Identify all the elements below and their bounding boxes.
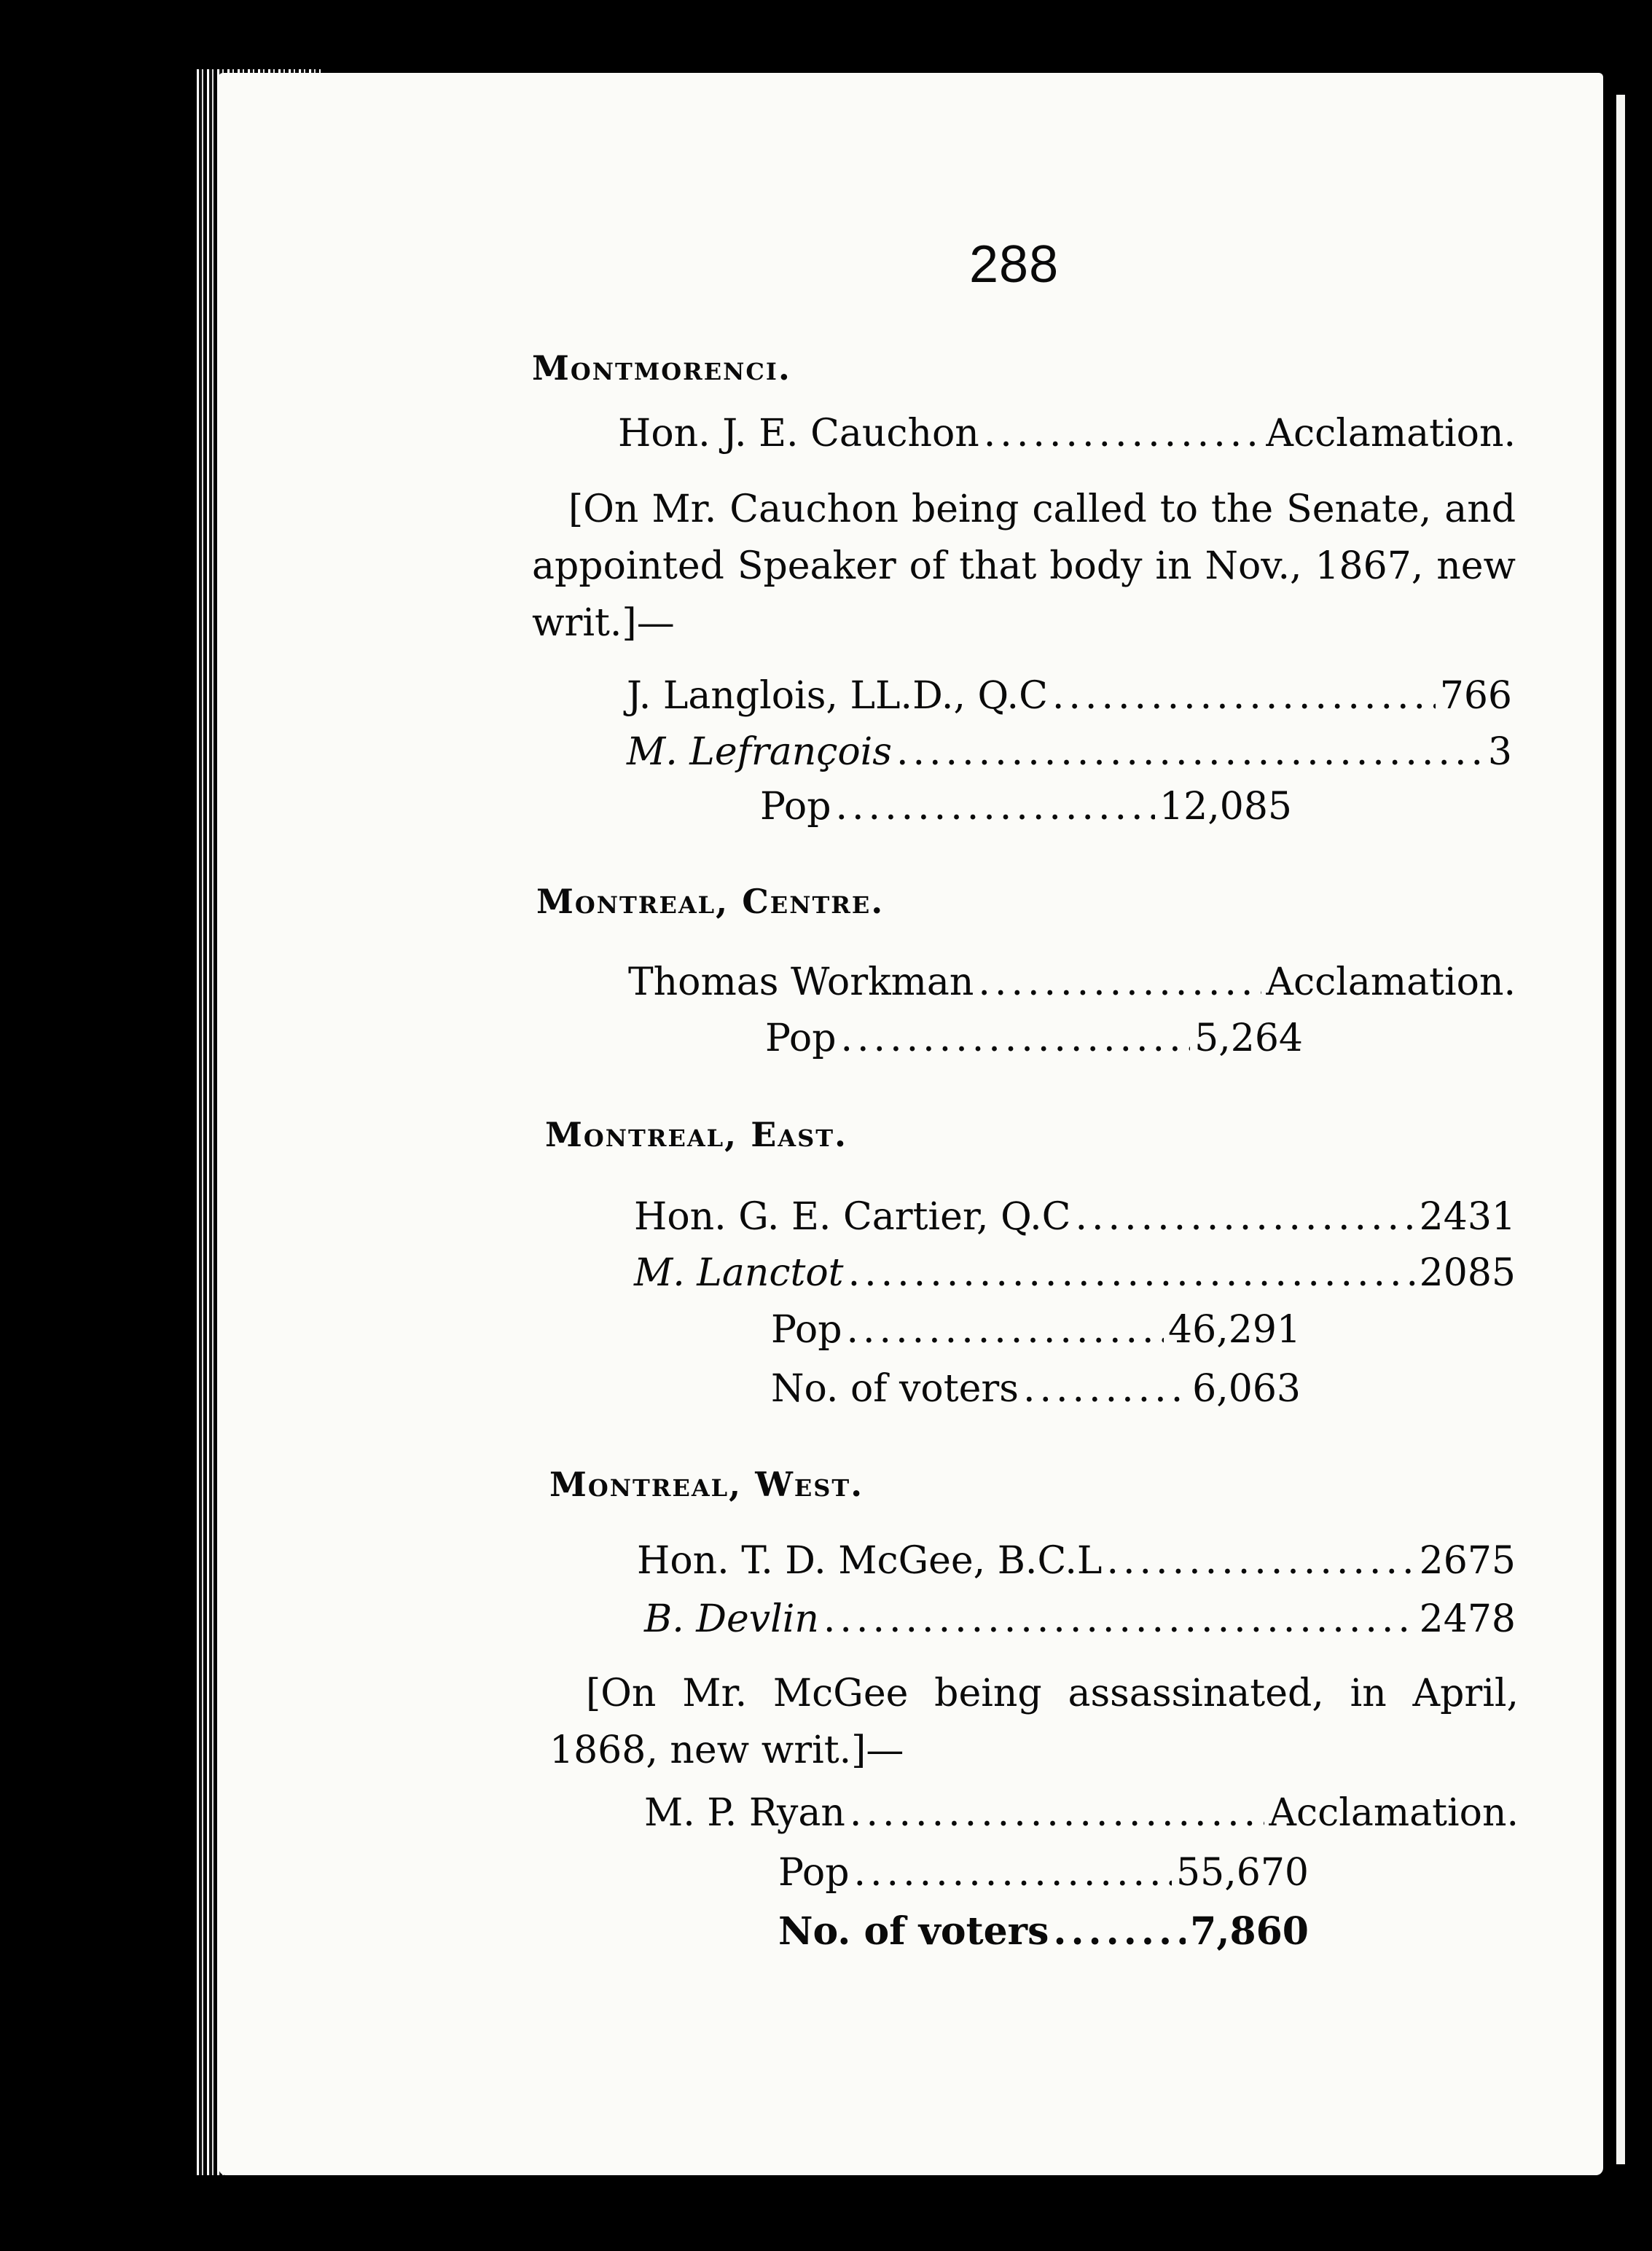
leader-dots	[846, 1308, 1164, 1352]
pop-value: 5,264	[1194, 1017, 1303, 1060]
entry-name: J. Langlois, LL.D., Q.C	[627, 674, 1048, 718]
entry-value: Acclamation.	[1266, 412, 1516, 455]
entry-value: 2478	[1419, 1597, 1516, 1641]
leader-dots	[1053, 1909, 1186, 1954]
entry-langlois	[627, 674, 1512, 718]
entry-name: Hon. G. E. Cartier, Q.C	[634, 1195, 1071, 1239]
entry-name: Hon. T. D. McGee, B.C.L	[637, 1539, 1103, 1583]
entry-name: M. P. Ryan	[644, 1791, 845, 1835]
pop-label: Pop	[760, 785, 831, 829]
entry-name: B. Devlin	[644, 1597, 819, 1641]
entry-name: Hon. J. E. Cauchon	[618, 412, 979, 455]
pop-montmorenci	[760, 785, 1292, 829]
voters-label: No. of voters	[778, 1909, 1049, 1954]
note-text: [On Mr. McGee being assassinated, in April, 1868, new writ.]—	[549, 1672, 1519, 1772]
entry-lefrancois	[627, 730, 1512, 774]
page-number: 288	[969, 235, 1060, 294]
leader-dots	[1052, 674, 1436, 718]
entry-name: M. Lefrançois	[627, 730, 892, 774]
voters-value: 7,860	[1190, 1909, 1309, 1954]
entry-value: 766	[1439, 674, 1512, 718]
pop-value: 12,085	[1159, 785, 1292, 829]
leader-dots	[1023, 1367, 1188, 1411]
leader-dots	[984, 412, 1262, 455]
leader-dots	[1106, 1539, 1414, 1583]
pop-montreal-east	[771, 1308, 1301, 1352]
entry-devlin	[644, 1597, 1516, 1641]
leader-dots	[850, 1791, 1264, 1835]
entry-name: M. Lanctot	[634, 1251, 844, 1295]
entry-cauchon	[618, 412, 1516, 455]
leader-dots	[853, 1851, 1172, 1895]
entry-value: 2431	[1419, 1195, 1516, 1239]
section-heading-montreal-west: Montreal, West.	[549, 1465, 864, 1504]
leader-dots	[848, 1251, 1415, 1295]
entry-value: 2675	[1419, 1539, 1516, 1583]
note-text: [On Mr. Cauchon being called to the Senate, and appointed Speaker of that body in Nov., 1867, new writ.]—	[532, 488, 1516, 645]
entry-value: Acclamation.	[1266, 960, 1516, 1004]
entry-mcgee	[637, 1539, 1516, 1583]
entry-cartier	[634, 1195, 1516, 1239]
pop-label: Pop	[778, 1851, 850, 1895]
leader-dots	[840, 1017, 1190, 1060]
note-montreal-west	[549, 1665, 1519, 1779]
entry-lanctot	[634, 1251, 1516, 1295]
pop-value: 55,670	[1176, 1851, 1309, 1895]
voters-montreal-west	[778, 1909, 1309, 1954]
section-heading-montmorenci: Montmorenci.	[532, 348, 791, 388]
voters-montreal-east	[771, 1367, 1301, 1411]
leader-dots	[1075, 1195, 1414, 1239]
pop-montreal-centre	[765, 1017, 1303, 1060]
entry-name: Thomas Workman	[628, 960, 974, 1004]
entry-value: 3	[1487, 730, 1512, 774]
leader-dots	[978, 960, 1261, 1004]
entry-ryan	[644, 1791, 1519, 1835]
entry-value: Acclamation.	[1269, 1791, 1519, 1835]
leader-dots	[896, 730, 1484, 774]
pop-label: Pop	[765, 1017, 837, 1060]
leader-dots	[835, 785, 1155, 829]
pop-label: Pop	[771, 1308, 842, 1352]
leader-dots	[823, 1597, 1415, 1641]
section-heading-montreal-east: Montreal, East.	[545, 1115, 848, 1154]
pop-montreal-west	[778, 1851, 1309, 1895]
voters-value: 6,063	[1192, 1367, 1301, 1411]
section-heading-montreal-centre: Montreal, Centre.	[536, 882, 885, 921]
note-montmorenci	[532, 481, 1516, 651]
entry-workman	[628, 960, 1516, 1004]
voters-label: No. of voters	[771, 1367, 1019, 1411]
pop-value: 46,291	[1168, 1308, 1301, 1352]
entry-value: 2085	[1419, 1251, 1516, 1295]
